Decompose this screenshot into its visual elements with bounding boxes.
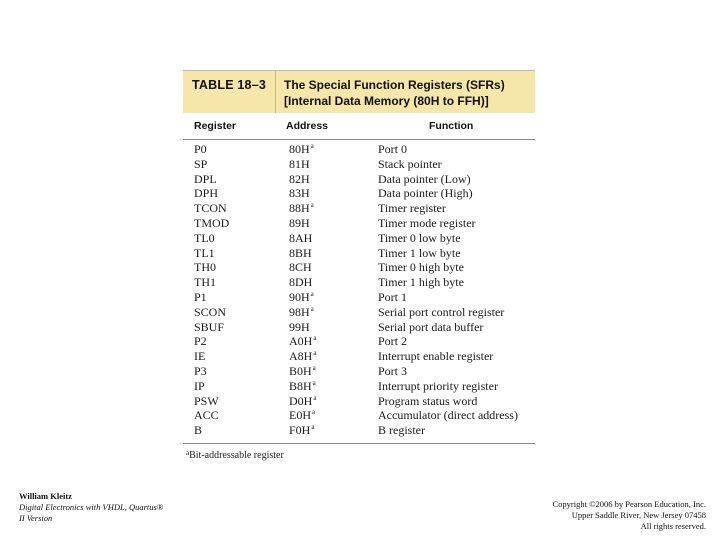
column-header-address: Address xyxy=(286,120,329,132)
copyright-line-3: All rights reserved. xyxy=(640,521,706,531)
address-cell xyxy=(289,290,314,305)
table-row xyxy=(183,334,535,349)
function-cell: Data pointer (Low) xyxy=(378,171,471,186)
table-row xyxy=(183,320,535,335)
table-row xyxy=(183,408,535,423)
copyright-block xyxy=(552,499,706,532)
address-value: 82H xyxy=(289,171,310,186)
address-value: A0H xyxy=(289,334,313,349)
function-cell: Interrupt enable register xyxy=(378,349,494,364)
table-row xyxy=(183,246,535,261)
address-cell xyxy=(289,142,314,157)
table-row xyxy=(183,423,535,438)
register-cell: P2 xyxy=(194,334,207,349)
address-cell xyxy=(289,275,312,290)
address-cell xyxy=(289,201,314,216)
register-cell: TH0 xyxy=(194,260,216,275)
function-cell: Timer register xyxy=(378,201,446,216)
function-cell: B register xyxy=(378,423,425,438)
address-value: 99H xyxy=(289,319,310,334)
register-cell: ACC xyxy=(194,408,219,423)
address-cell xyxy=(289,246,312,261)
address-value: 8DH xyxy=(289,275,313,290)
table-row xyxy=(183,231,535,246)
register-cell: IE xyxy=(194,349,206,364)
address-value: 90H xyxy=(289,289,310,304)
address-value: 8BH xyxy=(289,245,312,260)
address-value: E0H xyxy=(289,408,311,423)
bit-addressable-mark: a xyxy=(312,363,316,372)
register-cell: P3 xyxy=(194,363,207,378)
function-cell: Serial port control register xyxy=(378,304,505,319)
copyright-line-2: Upper Saddle River, New Jersey 07458 xyxy=(571,510,706,520)
bit-addressable-mark: a xyxy=(310,289,314,298)
table-row xyxy=(183,201,535,216)
address-value: 83H xyxy=(289,186,310,201)
register-cell: TCON xyxy=(194,201,227,216)
register-cell: SCON xyxy=(194,304,227,319)
bit-addressable-mark: a xyxy=(311,423,315,432)
address-cell xyxy=(289,394,316,409)
column-header-register: Register xyxy=(194,120,237,132)
address-value: 80H xyxy=(289,142,310,156)
function-cell: Port 2 xyxy=(378,334,408,349)
bit-addressable-mark: a xyxy=(313,393,317,402)
table-row xyxy=(183,364,535,379)
function-cell: Timer 1 high byte xyxy=(378,275,464,290)
address-cell xyxy=(289,349,316,364)
address-value: 89H xyxy=(289,215,310,230)
address-cell xyxy=(289,320,310,335)
address-cell xyxy=(289,186,310,201)
table-row xyxy=(183,275,535,290)
table-footnote xyxy=(186,449,284,461)
function-cell: Port 0 xyxy=(378,142,408,156)
bit-addressable-mark: a xyxy=(312,378,316,387)
address-cell xyxy=(289,379,316,394)
book-edition: II Version xyxy=(19,513,53,523)
function-cell: Timer 0 low byte xyxy=(378,230,461,245)
register-cell: P1 xyxy=(194,289,207,304)
table-row xyxy=(183,305,535,320)
address-value: 8AH xyxy=(289,230,313,245)
register-cell: DPL xyxy=(194,171,217,186)
address-cell xyxy=(289,423,314,438)
address-value: 8CH xyxy=(289,260,312,275)
table-row xyxy=(183,216,535,231)
register-cell: SBUF xyxy=(194,319,225,334)
register-cell: TMOD xyxy=(194,215,230,230)
bit-addressable-mark: a xyxy=(313,349,317,358)
function-cell: Stack pointer xyxy=(378,156,442,171)
address-cell xyxy=(289,334,316,349)
function-cell: Data pointer (High) xyxy=(378,186,473,201)
function-cell: Port 3 xyxy=(378,363,408,378)
address-cell xyxy=(289,157,310,172)
address-cell xyxy=(289,172,310,187)
address-value: 98H xyxy=(289,304,310,319)
address-cell xyxy=(289,231,312,246)
address-value: B0H xyxy=(289,363,312,378)
address-cell xyxy=(289,305,314,320)
function-cell: Interrupt priority register xyxy=(378,378,498,393)
address-cell xyxy=(289,260,312,275)
address-cell xyxy=(289,408,315,423)
address-value: A8H xyxy=(289,349,313,364)
column-header-function: Function xyxy=(429,120,474,132)
function-cell: Program status word xyxy=(378,393,478,408)
table-row xyxy=(183,349,535,364)
table-row xyxy=(183,172,535,187)
address-value: F0H xyxy=(289,423,311,438)
address-value: B8H xyxy=(289,378,312,393)
table-row xyxy=(183,290,535,305)
table-rule-bottom xyxy=(183,443,535,444)
footnote-text: Bit-addressable register xyxy=(189,450,284,461)
table-header xyxy=(183,70,535,113)
address-cell xyxy=(289,364,316,379)
bit-addressable-mark: a xyxy=(310,142,314,150)
author-block xyxy=(19,491,163,524)
address-cell xyxy=(289,216,310,231)
table-row xyxy=(183,142,535,157)
register-cell: B xyxy=(194,423,203,438)
footnote-mark: a xyxy=(186,449,190,457)
sfr-table xyxy=(183,70,535,465)
table-rule-top xyxy=(183,139,535,140)
function-cell: Serial port data buffer xyxy=(378,319,484,334)
table-row xyxy=(183,186,535,201)
address-value: 81H xyxy=(289,156,310,171)
register-cell: TL1 xyxy=(194,245,215,260)
bit-addressable-mark: a xyxy=(310,201,314,210)
table-title-line-1: The Special Function Registers (SFRs) xyxy=(284,78,505,92)
table-row xyxy=(183,394,535,409)
table-number: TABLE 18–3 xyxy=(192,78,267,92)
table-row xyxy=(183,260,535,275)
address-value: D0H xyxy=(289,393,313,408)
register-cell: IP xyxy=(194,378,205,393)
register-cell: TH1 xyxy=(194,275,216,290)
function-cell: Timer 1 low byte xyxy=(378,245,461,260)
function-cell: Accumulator (direct address) xyxy=(378,408,518,423)
register-cell: TL0 xyxy=(194,230,215,245)
book-title: Digital Electronics with VHDL, Quartus® xyxy=(19,502,164,512)
function-cell: Port 1 xyxy=(378,289,408,304)
header-divider xyxy=(275,71,276,113)
function-cell: Timer mode register xyxy=(378,215,476,230)
bit-addressable-mark: a xyxy=(313,334,317,343)
function-cell: Timer 0 high byte xyxy=(378,260,464,275)
table-body xyxy=(183,142,535,438)
address-value: 88H xyxy=(289,201,310,216)
table-row xyxy=(183,157,535,172)
register-cell: P0 xyxy=(194,142,207,156)
table-row xyxy=(183,379,535,394)
copyright-line-1: Copyright ©2006 by Pearson Education, Inc. xyxy=(552,499,706,509)
bit-addressable-mark: a xyxy=(312,408,316,417)
table-title-line-2: [Internal Data Memory (80H to FFH)] xyxy=(284,94,489,108)
author-name: William Kleitz xyxy=(19,491,72,501)
register-cell: DPH xyxy=(194,186,219,201)
register-cell: SP xyxy=(194,156,208,171)
bit-addressable-mark: a xyxy=(310,304,314,313)
register-cell: PSW xyxy=(194,393,219,408)
